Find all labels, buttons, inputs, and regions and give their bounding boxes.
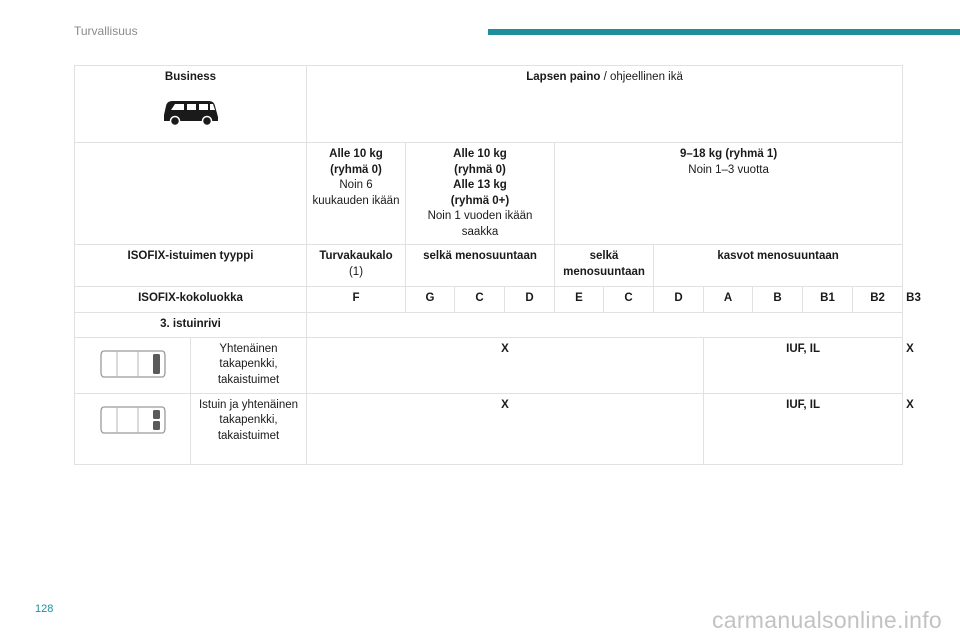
rear-facing-1-label: selkä menosuuntaan: [406, 245, 555, 287]
rear-facing-value: X: [307, 337, 704, 393]
vehicle-label: Business: [164, 71, 217, 83]
size-class: C: [604, 287, 654, 313]
weight-header-cell: [307, 66, 903, 143]
carrycot-note: (1): [348, 265, 364, 278]
group-0-name: (ryhmä 0): [330, 163, 382, 176]
bench-seat-icon: [98, 346, 168, 382]
seat-label: Yhtenäinen takapenkki, takaistuimet: [191, 337, 307, 393]
isofix-type-label: ISOFIX-istuimen tyyppi: [75, 245, 307, 287]
page-number: 128: [35, 603, 54, 615]
size-class: G: [406, 287, 455, 313]
carrycot-cell: [307, 245, 406, 287]
group-1-age: Noin 1–3 vuotta: [688, 163, 769, 176]
seat-diagram-cell: [75, 337, 191, 393]
empty-cell: [75, 143, 307, 245]
group-0-weight: Alle 10 kg: [329, 148, 383, 160]
group-1-weight: 9–18 kg (ryhmä 1): [679, 148, 778, 160]
isofix-table: Business Lapsen paino / ohjeellinen ikä Alle 10 kg (ryhmä 0) Noin 6 kuukauden ikään Alle 10 kg (ryhmä 0) Alle 13 kg (ryhmä 0+) Noin 1 vuoden ikään saakka 9–18 kg (ryhmä 1) Noin 1–3 vuotta ISOFIX-istuimen tyyppi Turvakaukalo (1) selkä menosuuntaan selkä menosuuntaan kasvot menosuuntaan ISOFIX-kokoluokka F G C D E C D A B B1 B2 B3 3. istuinrivi Yhtenäinen takapenkki, takaistuimet X IUF, IL X Istuin ja yhtenäinen takapenkki, takaistuimet X IUF, IL X: [74, 65, 903, 465]
size-class: B: [753, 287, 803, 313]
forward-facing-value: IUF, IL: [704, 337, 903, 393]
group-0-cell: [307, 143, 406, 245]
group-0plus-name-1: (ryhmä 0): [454, 163, 506, 176]
watermark: carmanualsonline.info: [711, 607, 942, 633]
weight-header-bold: Lapsen paino: [526, 71, 601, 83]
size-class-label: ISOFIX-kokoluokka: [75, 287, 307, 313]
size-class: A: [704, 287, 753, 313]
size-class: F: [307, 287, 406, 313]
group-1-cell: [555, 143, 903, 245]
weight-header-rest: / ohjeellinen ikä: [600, 71, 683, 83]
empty-cell: [307, 313, 903, 338]
vehicle-cell: [75, 66, 307, 143]
size-class: E: [555, 287, 604, 313]
van-icon: [162, 98, 220, 126]
forward-facing-value: IUF, IL: [704, 393, 903, 464]
size-class: D: [505, 287, 555, 313]
rear-facing-2-label: selkä menosuuntaan: [555, 245, 654, 287]
header-accent-bar: [488, 29, 960, 35]
group-0plus-weight-1: Alle 10 kg: [453, 148, 507, 160]
forward-facing-label: kasvot menosuuntaan: [654, 245, 903, 287]
carrycot-label: Turvakaukalo: [319, 250, 393, 263]
group-0plus-age: Noin 1 vuoden ikään saakka: [427, 210, 533, 238]
size-class: D: [654, 287, 704, 313]
seat-diagram-cell: [75, 393, 191, 464]
group-0plus-name-2: (ryhmä 0+): [450, 194, 510, 207]
rear-facing-value: X: [307, 393, 704, 464]
page-header-title: Turvallisuus: [74, 24, 138, 38]
group-0-age: Noin 6 kuukauden ikään: [312, 179, 400, 207]
row-group-label: 3. istuinrivi: [75, 313, 307, 338]
size-class: C: [455, 287, 505, 313]
group-0plus-cell: [406, 143, 555, 245]
single-seat-icon: [98, 402, 168, 438]
seat-label: Istuin ja yhtenäinen takapenkki, takaistuimet: [191, 393, 307, 464]
group-0plus-weight-2: Alle 13 kg: [453, 179, 507, 192]
size-class: B2: [853, 287, 903, 313]
size-class: B1: [803, 287, 853, 313]
